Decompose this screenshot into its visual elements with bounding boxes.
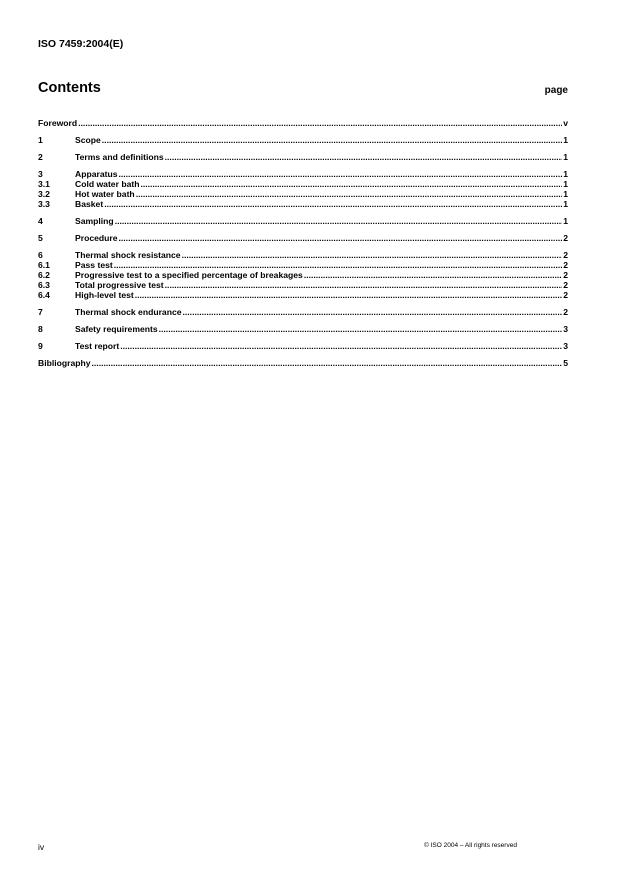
toc-entry-title: Cold water bath	[75, 179, 140, 189]
toc-entry-number: 6.1	[38, 260, 50, 270]
toc-entry-title: Foreword	[38, 118, 78, 128]
toc-dot-leader	[92, 358, 563, 368]
toc-entry[interactable]	[38, 233, 568, 243]
toc-entry-number: 6.4	[38, 290, 50, 300]
toc-entry-number: 7	[38, 307, 43, 317]
toc-entry-page: v	[563, 118, 568, 128]
toc-entry-page: 2	[563, 233, 568, 243]
toc-entry-title: Sampling	[75, 216, 114, 226]
table-of-contents	[38, 118, 568, 368]
toc-entry-number: 1	[38, 135, 43, 145]
toc-entry-number: 4	[38, 216, 43, 226]
contents-heading: Contents	[38, 80, 101, 96]
toc-dot-leader	[165, 280, 563, 290]
toc-entry-title: Safety requirements	[75, 324, 158, 334]
toc-entry-title: Test report	[75, 341, 120, 351]
toc-entry-page: 2	[563, 260, 568, 270]
toc-entry-title: Bibliography	[38, 358, 91, 368]
toc-entry-page: 5	[563, 358, 568, 368]
toc-entry-title: Basket	[75, 199, 104, 209]
toc-dot-leader	[114, 260, 562, 270]
toc-dot-leader	[78, 118, 562, 128]
toc-entry-page: 1	[563, 169, 568, 179]
toc-entry-page: 2	[563, 270, 568, 280]
toc-entry-number: 3	[38, 169, 43, 179]
document-id-header: ISO 7459:2004(E)	[38, 38, 124, 50]
toc-dot-leader	[136, 189, 563, 199]
toc-entry[interactable]	[38, 179, 568, 189]
toc-entry-title: Apparatus	[75, 169, 118, 179]
toc-dot-leader	[159, 324, 563, 334]
toc-dot-leader	[120, 341, 562, 351]
toc-entry-page: 1	[563, 189, 568, 199]
toc-entry-number: 8	[38, 324, 43, 334]
toc-entry[interactable]	[38, 341, 568, 351]
toc-entry-title: Total progressive test	[75, 280, 164, 290]
toc-dot-leader	[119, 233, 563, 243]
toc-entry-title: High-level test	[75, 290, 134, 300]
toc-entry-page: 1	[563, 216, 568, 226]
toc-entry-number: 6.2	[38, 270, 50, 280]
footer-page-number: iv	[38, 842, 45, 852]
toc-dot-leader	[183, 307, 563, 317]
toc-dot-leader	[102, 135, 562, 145]
toc-entry-number: 3.2	[38, 189, 50, 199]
toc-dot-leader	[140, 179, 562, 189]
toc-entry[interactable]	[38, 307, 568, 317]
toc-entry-title: Procedure	[75, 233, 118, 243]
toc-entry-title: Scope	[75, 135, 101, 145]
toc-entry[interactable]	[38, 280, 568, 290]
toc-entry-page: 2	[563, 290, 568, 300]
toc-entry-number: 6	[38, 250, 43, 260]
toc-dot-leader	[165, 152, 563, 162]
toc-entry[interactable]	[38, 358, 568, 368]
toc-entry-page: 1	[563, 135, 568, 145]
toc-entry[interactable]	[38, 199, 568, 209]
toc-entry-title: Progressive test to a specified percentage of breakages	[75, 270, 303, 280]
toc-entry[interactable]	[38, 216, 568, 226]
toc-entry-number: 5	[38, 233, 43, 243]
toc-entry-page: 2	[563, 280, 568, 290]
toc-entry[interactable]	[38, 290, 568, 300]
toc-entry[interactable]	[38, 152, 568, 162]
toc-dot-leader	[135, 290, 562, 300]
page-column-label: page	[544, 85, 568, 96]
toc-entry-page: 1	[563, 152, 568, 162]
toc-entry-page: 2	[563, 250, 568, 260]
toc-dot-leader	[115, 216, 563, 226]
toc-entry-number: 3.1	[38, 179, 50, 189]
toc-entry-title: Pass test	[75, 260, 113, 270]
toc-entry-number: 2	[38, 152, 43, 162]
toc-entry-title: Thermal shock resistance	[75, 250, 181, 260]
toc-entry-title: Hot water bath	[75, 189, 135, 199]
toc-entry[interactable]	[38, 189, 568, 199]
toc-entry[interactable]	[38, 324, 568, 334]
toc-dot-leader	[182, 250, 563, 260]
toc-entry-page: 2	[563, 307, 568, 317]
toc-entry[interactable]	[38, 169, 568, 179]
toc-entry-number: 6.3	[38, 280, 50, 290]
toc-dot-leader	[104, 199, 562, 209]
toc-dot-leader	[119, 169, 563, 179]
toc-entry-page: 3	[563, 341, 568, 351]
toc-entry[interactable]	[38, 260, 568, 270]
toc-entry-page: 3	[563, 324, 568, 334]
toc-entry[interactable]	[38, 250, 568, 260]
toc-dot-leader	[304, 270, 562, 280]
toc-entry-title: Thermal shock endurance	[75, 307, 182, 317]
footer-copyright: © ISO 2004 – All rights reserved	[424, 842, 517, 849]
toc-entry-page: 1	[563, 179, 568, 189]
toc-entry-number: 3.3	[38, 199, 50, 209]
toc-entry-page: 1	[563, 199, 568, 209]
toc-entry[interactable]	[38, 118, 568, 128]
toc-entry[interactable]	[38, 135, 568, 145]
toc-entry-number: 9	[38, 341, 43, 351]
toc-entry-title: Terms and definitions	[75, 152, 164, 162]
toc-entry[interactable]	[38, 270, 568, 280]
